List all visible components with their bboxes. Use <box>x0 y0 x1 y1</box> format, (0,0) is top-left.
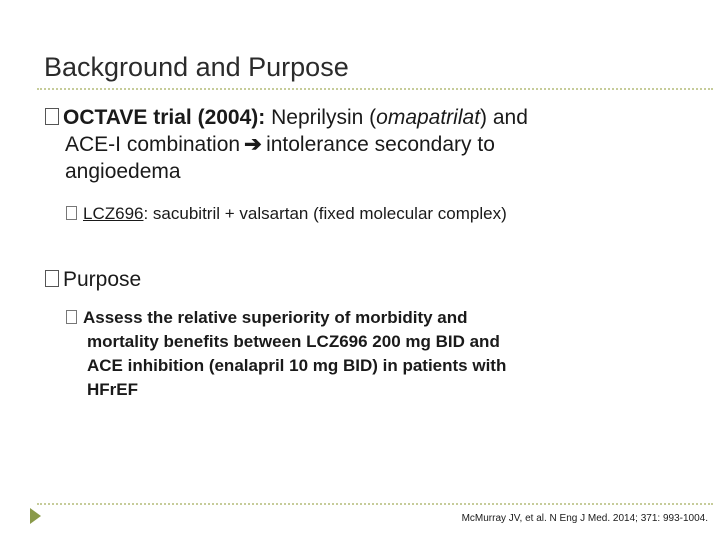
purpose-label: Purpose <box>63 268 142 291</box>
citation: McMurray JV, et al. N Eng J Med. 2014; 371: 993-1004. <box>461 513 708 524</box>
title-divider <box>37 88 713 90</box>
bullet-box-icon <box>45 270 59 287</box>
slide-title: Background and Purpose <box>44 52 349 82</box>
octave-italic-drug: omapatrilat <box>376 106 481 129</box>
footer-triangle-icon <box>30 508 41 524</box>
sub-bullet-box-icon <box>66 206 77 220</box>
assess-line2: mortality benefits between LCZ696 200 mg BID and <box>87 332 500 351</box>
octave-text-a: Neprilysin ( <box>265 106 377 129</box>
bullet-box-icon <box>45 108 59 125</box>
footer-divider <box>37 503 713 505</box>
assess-line1: Assess the relative superiority of morbidity and <box>83 308 468 327</box>
sub-bullet-assess <box>66 306 686 402</box>
assess-line4: HFrEF <box>87 380 138 399</box>
octave-line2-a: ACE-I combination <box>65 133 241 156</box>
sub-bullet-lcz696 <box>66 203 706 224</box>
octave-bold-label: OCTAVE trial (2004): <box>63 106 266 129</box>
bullet-octave <box>45 104 685 185</box>
octave-text-b: ) and <box>480 106 528 129</box>
octave-line2-b: intolerance secondary to <box>266 133 495 156</box>
right-arrow-icon: ➔ <box>244 133 262 156</box>
sub-bullet-box-icon <box>66 310 77 324</box>
octave-line3: angioedema <box>65 160 181 183</box>
lcz696-description: : sacubitril + valsartan (fixed molecular complex) <box>143 204 507 223</box>
bullet-purpose <box>45 266 141 293</box>
lcz696-underlined: LCZ696 <box>83 204 144 223</box>
assess-line3: ACE inhibition (enalapril 10 mg BID) in patients with <box>87 356 507 375</box>
